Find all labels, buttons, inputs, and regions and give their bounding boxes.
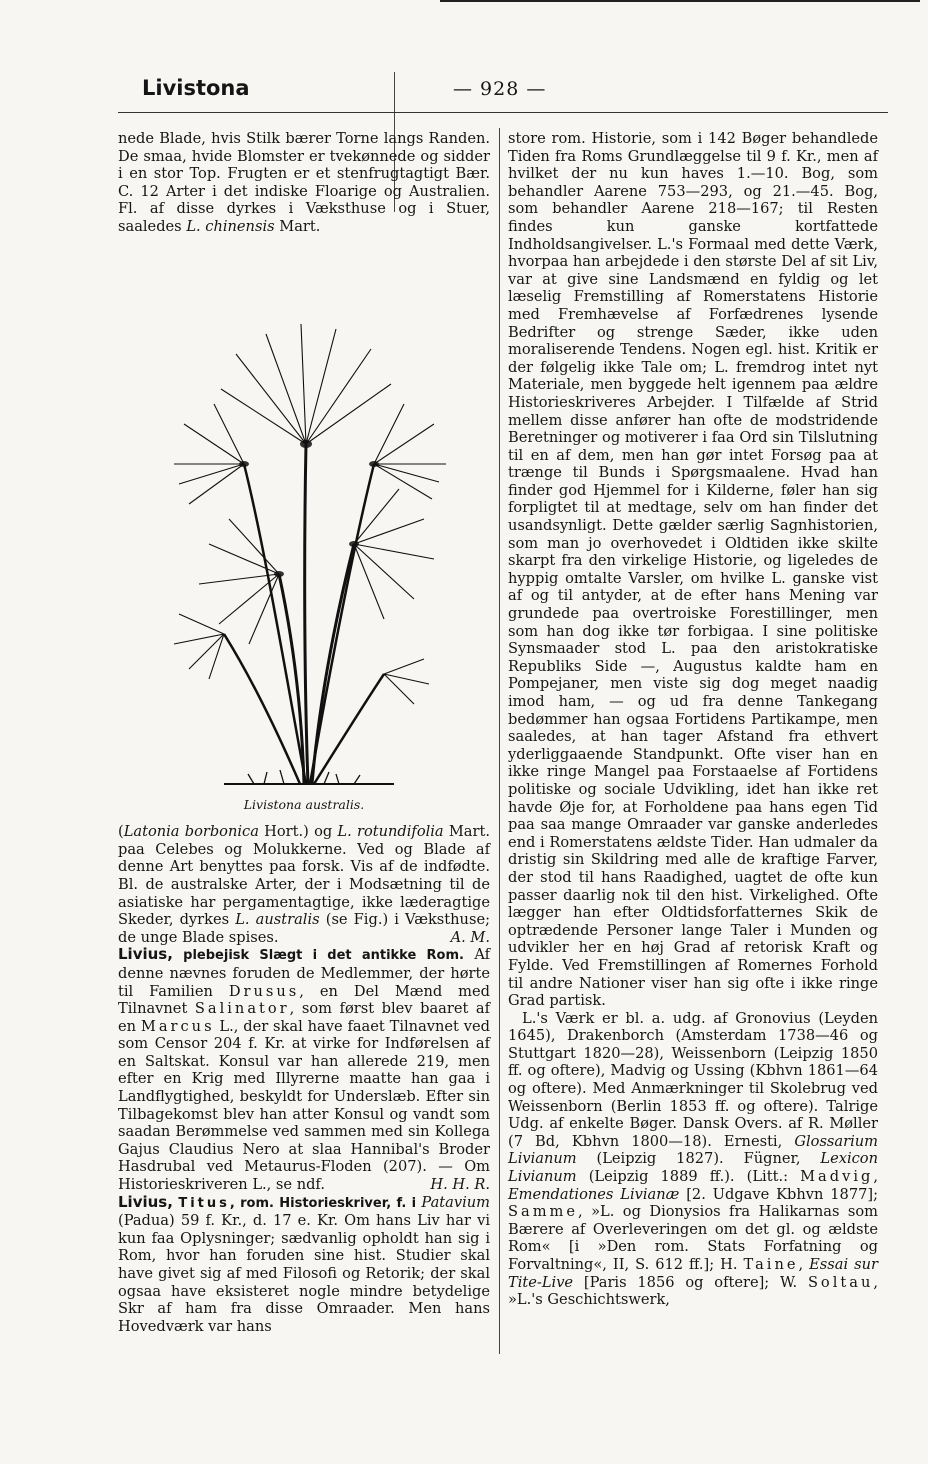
right-column: [508, 130, 878, 1309]
page-header: [118, 72, 888, 106]
author-signature: A. M.: [450, 928, 490, 946]
text: , som først blev baaret af en: [118, 1000, 490, 1035]
text: (Padua) 59 f. Kr., d. 17 e. Kr. Om hans Liv har vi kun faa Oplysninger; sædvanlig opholdt han sig i Rom, hvor han foruden sine hist. Studier skal have givet sig af med Filosofi og Retorik; der skal ogsaa have eksisteret nogle mindre betydelige Skr af ham fra disse Omraader. Men hans Hovedværk var hans: [118, 1212, 490, 1335]
spaced-name: Soltau: [807, 1273, 874, 1291]
species-name: L. rotundifolia: [337, 823, 444, 841]
text: (Leipzig 1889 ff.). (Litt.:: [576, 1168, 801, 1186]
species-name: L. chinensis: [186, 217, 275, 235]
left-column: [118, 130, 490, 1335]
page-number: — 928 —: [453, 78, 547, 100]
header-rule: [118, 112, 888, 113]
text: , »L.'s Geschichtswerk,: [508, 1273, 878, 1309]
author-signature: H. H. R.: [430, 1176, 490, 1194]
paragraph: [118, 946, 490, 1193]
spaced-name: Samme: [508, 1203, 579, 1221]
text: nede Blade, hvis Stilk bærer Torne langs Randen. De smaa, hvide Blomster er tvekønnede og sidder i en stor Top. Frugten er et stenfrugtagtigt Bær. C. 12 Arter i det indiske Floarige og Australien. Fl. af disse dyrkes i Væksthuse og i Stuer, saaledes: [118, 130, 490, 235]
column-rule: [499, 128, 500, 1354]
text: (Leipzig 1827). Fügner,: [576, 1150, 821, 1168]
headword-sub: plebejisk Slægt i det antikke Rom.: [172, 948, 464, 964]
text: Hort.) og: [258, 823, 338, 841]
headword-sub: , rom. Historieskriver, f. i: [229, 1195, 422, 1211]
palm-tree-image: [154, 244, 454, 792]
paragraph: store rom. Historie, som i 142 Bøger behandlede Tiden fra Roms Grundlæggelse til 9 f. Kr., men af hvilket der nu kun haves 1.—10. Bog, som behandler Aarene 753—293, og 21.—45. Bog, som behandler Aarene 218—167; til Resten findes kun ganske kortfattede Indholdsangivelser. L.'s Formaal med dette Værk, hvorpaa han arbejdede i den største Del af sit Liv, var at give sine Landsmænd en fyldig og let læselig Fremstilling af Romerstatens Historie med Fremhævelse af Forfædrenes lysende Bedrifter og strenge Sæder, ikke uden moraliserende Tendens. Nogen egl. hist. Kritik er der følgelig ikke Tale om; L. fremdrog intet nyt Materiale, men byggede helt igennem paa ældre Historieskriveres Arbejder. I Tilfælde af Strid mellem disse anfører han ofte de modstridende Beretninger og motiverer i faa Ord sin Tilslutning til en af dem, men han gør intet Forsøg paa at trænge til Bunds i Spørgsmaalene. Hvad han finder god Hjemmel for i Kilderne, føler han sig forpligtet til at medtage, selv om han finder det usandsynligt. Dette gælder særlig Sagnhistorien, som man jo overhovedet i Oldtiden ikke skilte skarpt fra den virkelige Historie, og ligeledes de hyppig omtalte Varsler, om hvilke L. ganske vist af og til antyder, at de efter hans Mening var grundede paa overtroiske Forestillinger, men som han dog ikke tør forbigaa. I sine politiske Synsmaader stod L. paa den aristokratiske Republiks Side —, Augustus kaldte ham en Pompejaner, men viste sig dog meget naadig imod ham, — og ud fra denne Tankegang bedømmer han ogsaa Fortidens Partikampe, men saaledes, at han tager Afstand fra ethvert yderliggaaende Standpunkt. Ofte viser han en ikke ringe Mangel paa Forstaaelse af Fortidens politiske og sociale Udvikling, idet han ikke ret havde Øje for, at Forholdene paa hans egen Tid paa saa mange Omraader var ganske anderledes end i Romerstatens ældste Tider. Han udmaler da dristig sin Skildring med alle de kraftige Farver, der stod til hans Raadighed, uagtet de ofte kun passer daarlig nok til den hist. Virkelighed. Ofte lægger han efter Oldtidsforfatternes Skik de optrædende Personer lange Taler i Munden og udvikler her en høj Grad af retorisk Kraft og Fylde. Ved Fremstillingen af Romernes Forhold til andre Nationer viser han sig ofte i ikke ringe Grad partisk.: [508, 130, 878, 1010]
headword: Livius,: [118, 945, 173, 964]
species-name: L. australis: [235, 911, 320, 929]
text: , »L. og Dionysios fra Halikarnas som Bærere af Overleveringen om det gl. og ældste Rom« [i »Den rom. Stats Forfatning og Forvaltning«, II, S. 612 ff.]; H.: [508, 1203, 878, 1273]
text: Mart.: [274, 217, 321, 235]
spaced-name: Drusus: [228, 982, 300, 1000]
title: Emendationes Livianæ: [508, 1185, 680, 1203]
palm-illustration: [118, 244, 490, 792]
text: Mart. paa Celebes og Molukkerne. Ved og Blade af denne Art benyttes paa forsk. Vis af de indfødte. Bl. de australske Arter, der i Modsætning til de asiatiske har pergamentagtige, ikke læderagtige Skeder, dyrkes: [118, 823, 490, 929]
figure-caption: Livistona australis.: [243, 796, 365, 812]
paragraph: [118, 1194, 490, 1336]
text: Af denne nævnes foruden de Medlemmer, der hørte til Familien: [118, 946, 490, 1000]
running-head: Livistona: [142, 76, 250, 100]
paragraph: [508, 1010, 878, 1309]
paragraph: [118, 130, 490, 236]
spaced-name: Marcus: [140, 1017, 215, 1035]
title: Essai sur Tite-Live: [508, 1256, 878, 1291]
text: [Paris 1856 og oftere]; W.: [573, 1273, 808, 1291]
text: (se Fig.) i Væksthuse; de unge Blade spises.: [118, 911, 490, 946]
place-name: Patavium: [421, 1193, 490, 1211]
spaced-name: Madvig: [800, 1168, 874, 1186]
text: ,: [798, 1256, 810, 1273]
text: L., der skal have faaet Tilnavnet ved som Censor 204 f. Kr. at virke for Indførelsen af en Saltskat. Konsul var han allerede 219, men efter en Krig med Illyrerne maatte han gaa i Landflygtighed, beskyldt for Underslæb. Efter sin Tilbagekomst blev han atter Konsul og vandt som saadan Berømmelse ved sammen med sin Kollega Gajus Claudius Nero at slaa Hannibal's Broder Hasdrubal ved Metaurus-Floden (207). — Om Historieskriveren L., se ndf.: [118, 1017, 490, 1194]
text: ,: [873, 1168, 878, 1186]
text: , en Del Mænd med Tilnavnet: [118, 982, 490, 1018]
text: [2. Udgave Kbhvn 1877];: [679, 1185, 878, 1203]
spaced-name: Taine: [743, 1256, 799, 1273]
title: Glossarium Livianum: [508, 1132, 878, 1168]
text: L.'s Værk er bl. a. udg. af Gronovius (Leyden 1645), Drakenborch (Amsterdam 1738—46 og Stuttgart 1820—28), Weissenborn (Leipzig 1850 ff. og oftere), Madvig og Ussing (Kbhvn 1861—64 og oftere). Med Anmærkninger til Skolebrug ved Weissenborn (Berlin 1853 ff. og oftere). Talrige Udg. af enkelte Bøger. Dansk Overs. af R. Møller (7 Bd, Kbhvn 1800—18). Ernesti,: [508, 1009, 878, 1150]
spaced-name: Salinator: [194, 1000, 290, 1018]
species-name: Latonia borbonica: [123, 823, 259, 841]
title: Lexicon Livianum: [508, 1150, 878, 1186]
paragraph: (Latonia borbonica Hort.) og L. rotundifolia Mart. paa Celebes og Molukkerne. Ved og Blade af denne Art benyttes paa forsk. Vis af de indfødte. Bl. de australske Arter, der i Modsætning til de asiatiske har pergamentagtige, ikke læderagtige Skeder, dyrkes L. australis (se Fig.) i Væksthuse; de unge Blade spises. A. M.: [118, 823, 490, 946]
top-edge-rule: [440, 0, 920, 2]
headword: Livius,: [118, 1192, 173, 1211]
spaced-name: Titus: [178, 1195, 230, 1211]
